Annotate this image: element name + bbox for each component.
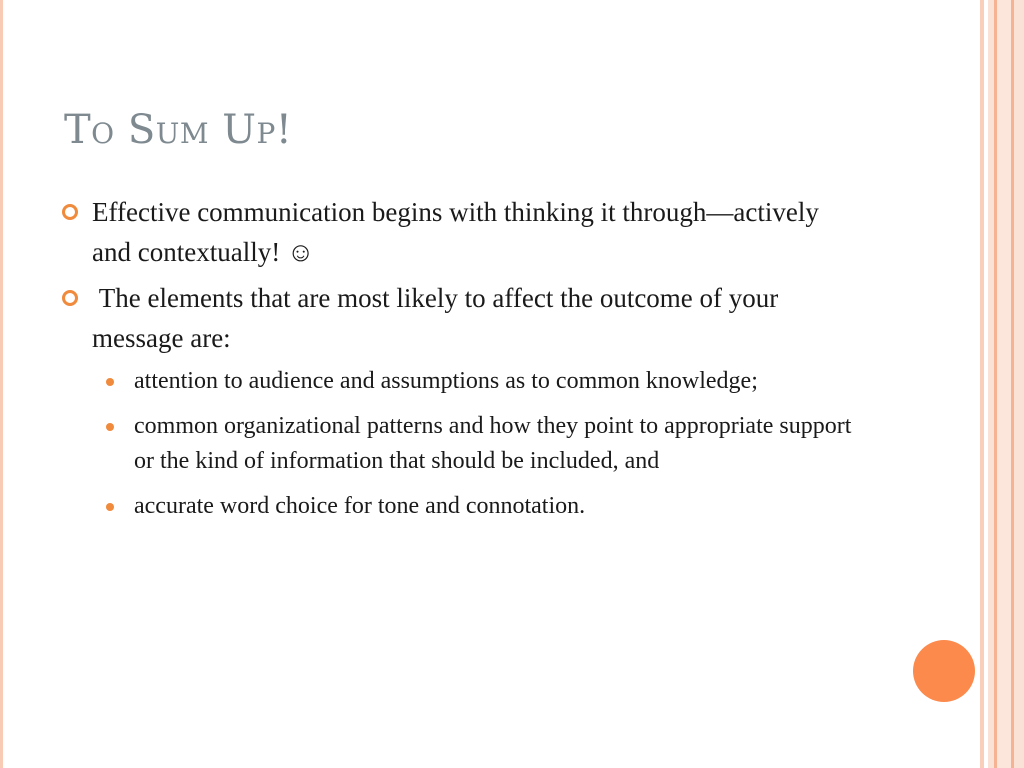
sub-bullet-item xyxy=(62,364,862,399)
dot-bullet-icon xyxy=(106,503,114,511)
sub-bullet-item xyxy=(62,489,862,524)
sub-bullet-text: accurate word choice for tone and connotation. xyxy=(134,493,586,519)
decorative-stripe xyxy=(980,0,984,768)
bullet-text: Effective communication begins with thinking it through—actively and contextually! ☺ xyxy=(92,197,819,267)
sub-bullet-text: common organizational patterns and how they point to appropriate support or the kind of information that should be included, and xyxy=(134,413,864,474)
decorative-circle xyxy=(913,640,975,702)
sub-bullet-list xyxy=(62,364,862,524)
decorative-stripe xyxy=(1014,0,1024,768)
bullet-item xyxy=(62,278,862,358)
decorative-stripe xyxy=(997,0,1011,768)
ring-bullet-icon xyxy=(62,204,78,220)
sub-bullet-item xyxy=(62,409,862,479)
dot-bullet-icon xyxy=(106,378,114,386)
bullet-item xyxy=(62,192,862,272)
bullet-text: The elements that are most likely to affect the outcome of your message are: xyxy=(92,283,786,353)
ring-bullet-icon xyxy=(62,290,78,306)
left-border-line xyxy=(0,0,3,768)
slide-content xyxy=(62,192,862,534)
dot-bullet-icon xyxy=(106,423,114,431)
slide-title: To Sum Up! xyxy=(64,107,293,153)
sub-bullet-text: attention to audience and assumptions as to common knowledge; xyxy=(134,368,758,394)
